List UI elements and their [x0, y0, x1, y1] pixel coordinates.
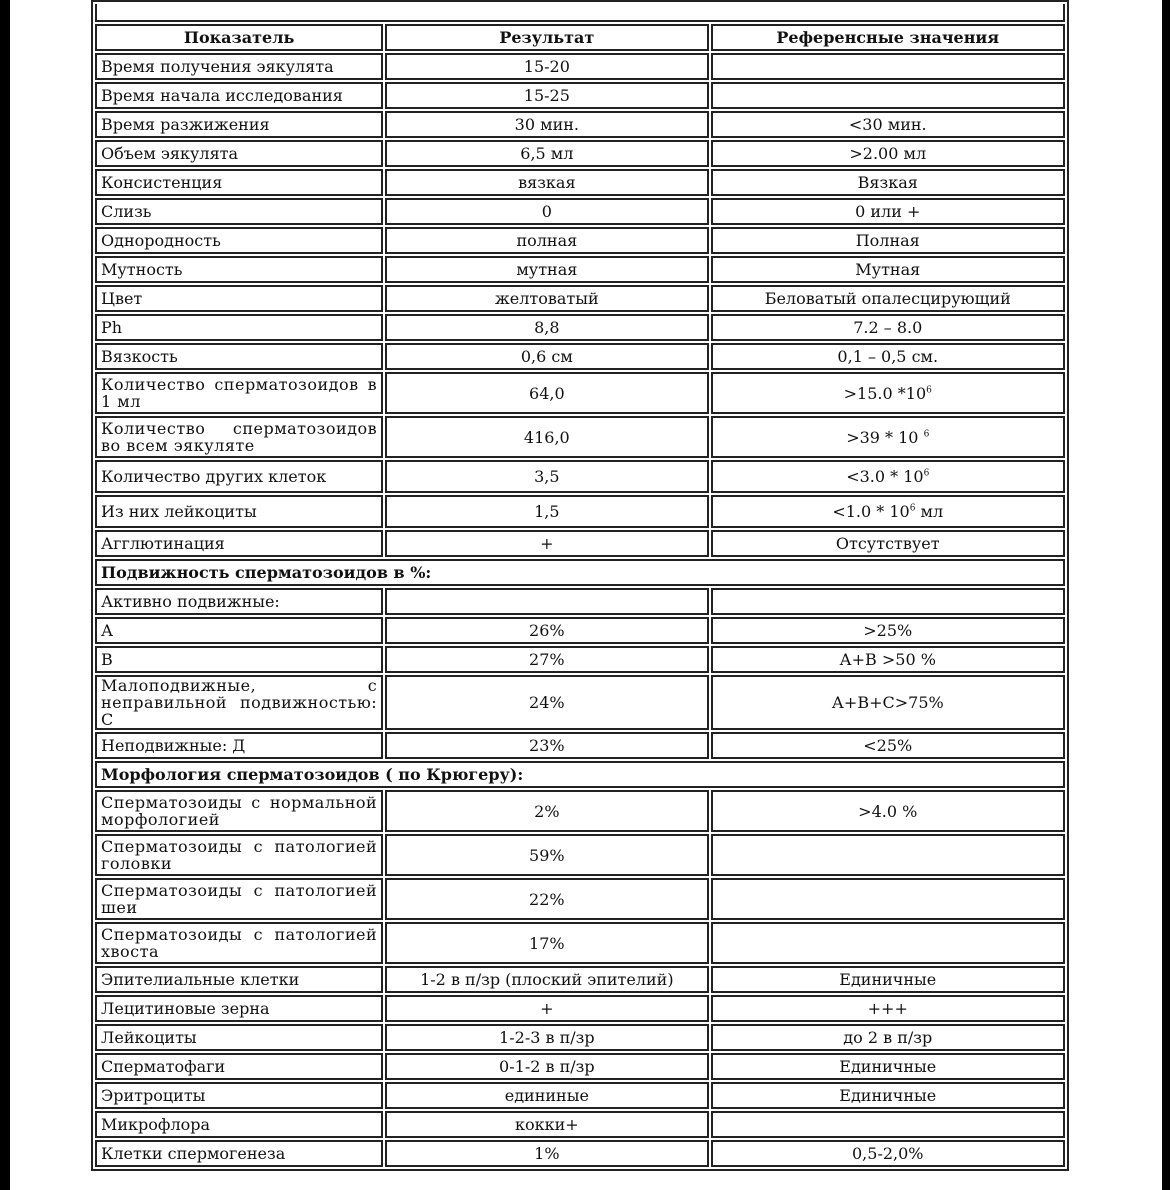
result-value: 0 — [385, 198, 708, 225]
indicator-name: Из них лейкоциты — [95, 495, 383, 528]
table-row — [95, 1024, 1065, 1051]
reference-value: А+В >50 % — [711, 646, 1066, 673]
result-value: 59% — [385, 834, 708, 876]
right-edge-bar — [1162, 0, 1170, 1190]
reference-value — [711, 495, 1066, 528]
reference-value — [711, 372, 1066, 414]
table-row — [95, 732, 1065, 759]
result-value: полная — [385, 227, 708, 254]
reference-base: >39 * 10 — [846, 427, 924, 447]
indicator-name: Объем эякулята — [95, 140, 383, 167]
indicator-name: Агглютинация — [95, 530, 383, 557]
column-header-result: Результат — [385, 24, 708, 51]
table-row — [95, 588, 1065, 615]
table-row — [95, 140, 1065, 167]
result-value: 23% — [385, 732, 708, 759]
result-value: 8,8 — [385, 314, 708, 341]
column-header-reference: Референсные значения — [711, 24, 1066, 51]
indicator-name: Сперматозоиды с патологией головки — [95, 834, 383, 876]
result-value: 1,5 — [385, 495, 708, 528]
section-title: Подвижность сперматозоидов в %: — [95, 559, 1065, 586]
reference-value: 0,1 – 0,5 см. — [711, 343, 1066, 370]
result-value: 15-20 — [385, 53, 708, 80]
indicator-name: Сперматозоиды с нормальной морфологией — [95, 790, 383, 832]
reference-value — [711, 922, 1066, 964]
indicator-name: Сперматофаги — [95, 1053, 383, 1080]
table-row — [95, 1111, 1065, 1138]
result-value: 15-25 — [385, 82, 708, 109]
result-value: кокки+ — [385, 1111, 708, 1138]
reference-value: 0 или + — [711, 198, 1066, 225]
table-row — [95, 530, 1065, 557]
table-top-row — [95, 4, 1065, 22]
result-value: едининые — [385, 1082, 708, 1109]
table-row — [95, 922, 1065, 964]
result-value — [385, 588, 708, 615]
indicator-name: Время начала исследования — [95, 82, 383, 109]
result-value: 17% — [385, 922, 708, 964]
indicator-name: Количество сперматозоидов в 1 мл — [95, 372, 383, 414]
result-value: 0,6 см — [385, 343, 708, 370]
table-row — [95, 111, 1065, 138]
reference-value: 0,5-2,0% — [711, 1140, 1066, 1167]
table-row — [95, 82, 1065, 109]
indicator-name: В — [95, 646, 383, 673]
result-value: 2% — [385, 790, 708, 832]
reference-value: <25% — [711, 732, 1066, 759]
table-row — [95, 878, 1065, 920]
indicator-name: Лецитиновые зерна — [95, 995, 383, 1022]
result-value: 22% — [385, 878, 708, 920]
indicator-name: Активно подвижные: — [95, 588, 383, 615]
indicator-name: Мутность — [95, 256, 383, 283]
table-row — [95, 995, 1065, 1022]
table-row — [95, 675, 1065, 730]
indicator-name: Малоподвижные, с неправильной подвижностью: С — [95, 675, 383, 730]
table-row — [95, 790, 1065, 832]
indicator-name: Слизь — [95, 198, 383, 225]
reference-value — [711, 588, 1066, 615]
reference-value: Единичные — [711, 1053, 1066, 1080]
reference-exponent: 6 — [909, 503, 916, 514]
indicator-name: Время разжижения — [95, 111, 383, 138]
indicator-name: Сперматозоиды с патологией шеи — [95, 878, 383, 920]
reference-unit: мл — [915, 502, 944, 521]
reference-value: Отсутствует — [711, 530, 1066, 557]
table-row — [95, 343, 1065, 370]
semen-analysis-table — [91, 0, 1069, 1171]
left-edge-bar — [0, 0, 10, 1190]
table-row — [95, 460, 1065, 493]
reference-value — [711, 878, 1066, 920]
indicator-name: Цвет — [95, 285, 383, 312]
indicator-name: Неподвижные: Д — [95, 732, 383, 759]
table-row — [95, 966, 1065, 993]
table-row — [95, 1053, 1065, 1080]
result-value: 1-2-3 в п/зр — [385, 1024, 708, 1051]
reference-value: Мутная — [711, 256, 1066, 283]
reference-value: А+В+С>75% — [711, 675, 1066, 730]
table-row — [95, 314, 1065, 341]
reference-exponent: 6 — [923, 429, 930, 440]
reference-value — [711, 53, 1066, 80]
table-row — [95, 1082, 1065, 1109]
table-row — [95, 227, 1065, 254]
indicator-name: Количество сперматозоидов во всем эякуляте — [95, 416, 383, 458]
indicator-name: А — [95, 617, 383, 644]
reference-value — [711, 416, 1066, 458]
reference-value: >2.00 мл — [711, 140, 1066, 167]
table-row — [95, 617, 1065, 644]
result-value: вязкая — [385, 169, 708, 196]
result-value: 27% — [385, 646, 708, 673]
result-value: 64,0 — [385, 372, 708, 414]
indicator-name: Ph — [95, 314, 383, 341]
reference-value: <30 мин. — [711, 111, 1066, 138]
indicator-name: Вязкость — [95, 343, 383, 370]
reference-base: <3.0 * 10 — [846, 467, 924, 486]
reference-value: Вязкая — [711, 169, 1066, 196]
result-value: 26% — [385, 617, 708, 644]
result-value: 416,0 — [385, 416, 708, 458]
result-value: 6,5 мл — [385, 140, 708, 167]
result-value: + — [385, 530, 708, 557]
reference-base: <1.0 * 10 — [832, 502, 910, 521]
reference-exponent: 6 — [923, 468, 930, 479]
reference-value: до 2 в п/зр — [711, 1024, 1066, 1051]
result-value: 3,5 — [385, 460, 708, 493]
reference-value: Беловатый опалесцирующий — [711, 285, 1066, 312]
reference-value — [711, 1111, 1066, 1138]
result-value: 24% — [385, 675, 708, 730]
reference-value — [711, 82, 1066, 109]
result-value: + — [385, 995, 708, 1022]
motility-section-header — [95, 559, 1065, 586]
indicator-name: Микрофлора — [95, 1111, 383, 1138]
indicator-name: Эпителиальные клетки — [95, 966, 383, 993]
table-row — [95, 416, 1065, 458]
indicator-name: Эритроциты — [95, 1082, 383, 1109]
indicator-name: Время получения эякулята — [95, 53, 383, 80]
reference-exponent: 6 — [926, 385, 932, 396]
reference-value: +++ — [711, 995, 1066, 1022]
reference-base: >15.0 *10 — [843, 383, 927, 403]
table-row — [95, 285, 1065, 312]
reference-value: 7.2 – 8.0 — [711, 314, 1066, 341]
indicator-name: Сперматозоиды с патологией хвоста — [95, 922, 383, 964]
indicator-name: Консистенция — [95, 169, 383, 196]
table-row — [95, 495, 1065, 528]
reference-value: Полная — [711, 227, 1066, 254]
reference-value: Единичные — [711, 966, 1066, 993]
indicator-name: Количество других клеток — [95, 460, 383, 493]
table-header-row — [95, 24, 1065, 51]
table-row — [95, 372, 1065, 414]
table-row — [95, 646, 1065, 673]
lab-report-document — [91, 0, 1069, 1171]
table-row — [95, 834, 1065, 876]
morphology-section-header — [95, 761, 1065, 788]
result-value: желтоватый — [385, 285, 708, 312]
table-row — [95, 256, 1065, 283]
indicator-name: Клетки спермогенеза — [95, 1140, 383, 1167]
table-row — [95, 1140, 1065, 1167]
reference-value: >25% — [711, 617, 1066, 644]
table-row — [95, 53, 1065, 80]
indicator-name: Лейкоциты — [95, 1024, 383, 1051]
result-value: 30 мин. — [385, 111, 708, 138]
column-header-indicator: Показатель — [95, 24, 383, 51]
reference-value: >4.0 % — [711, 790, 1066, 832]
reference-value — [711, 460, 1066, 493]
result-value: мутная — [385, 256, 708, 283]
reference-value — [711, 834, 1066, 876]
table-row — [95, 198, 1065, 225]
result-value: 1% — [385, 1140, 708, 1167]
indicator-name: Однородность — [95, 227, 383, 254]
result-value: 1-2 в п/зр (плоский эпителий) — [385, 966, 708, 993]
reference-value: Единичные — [711, 1082, 1066, 1109]
result-value: 0-1-2 в п/зр — [385, 1053, 708, 1080]
section-title: Морфология сперматозоидов ( по Крюгеру): — [95, 761, 1065, 788]
table-row — [95, 169, 1065, 196]
